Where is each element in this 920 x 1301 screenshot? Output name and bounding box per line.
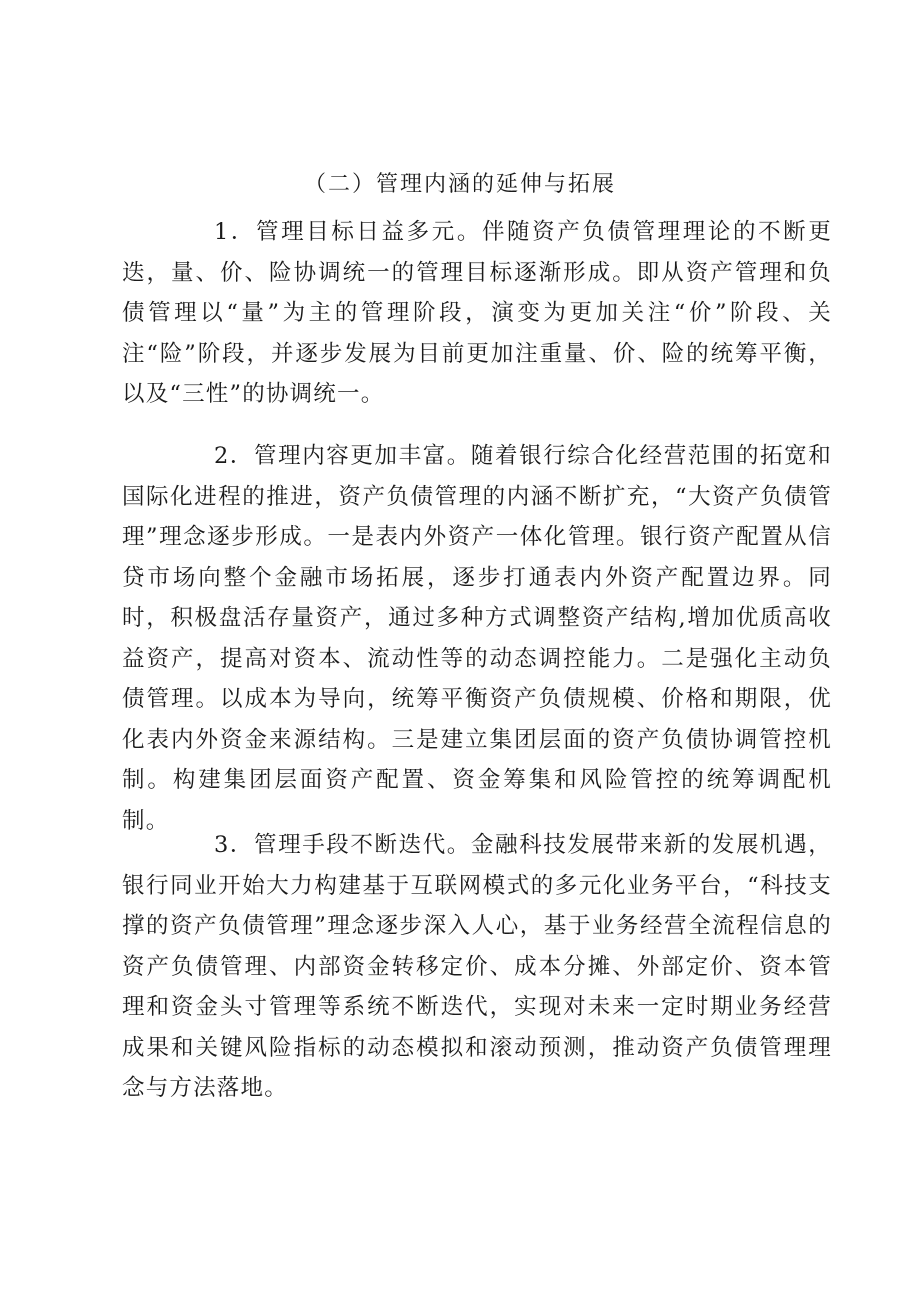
section-heading: （二）管理内涵的延伸与拓展	[303, 172, 616, 197]
paragraph-management-content: 2．管理内容更加丰富。随着银行综合化经营范围的拓宽和国际化进程的推进，资产负债管理的内涵不断扩充，“大资产负债管理”理念逐步形成。一是表内外资产一体化管理。银行资产配置从信贷市场向整个金融市场拓展，逐步打通表内外资产配置边界。同时，积极盘活存量资产，通过多种方式调整资产结构,增加优质高收益资产，提高对资本、流动性等的动态调控能力。二是强化主动负债管理。以成本为导向，统筹平衡资产负债规模、价格和期限，优化表内外资金来源结构。三是建立集团层面的资产负债协调管控机制。构建集团层面资产配置、资金筹集和风险管控的统筹调配机制。	[122, 443, 832, 834]
paragraph-management-goals: 1．管理目标日益多元。伴随资产负债管理理论的不断更迭，量、价、险协调统一的管理目标逐渐形成。即从资产管理和负债管理以“量”为主的管理阶段，演变为更加关注“价”阶段、关注“险”阶段，并逐步发展为目前更加注重量、价、险的统筹平衡，以及“三性”的协调统一。	[122, 219, 832, 407]
paragraph-management-means: 3．管理手段不断迭代。金融科技发展带来新的发展机遇，银行同业开始大力构建基于互联网模式的多元化业务平台，“科技支撑的资产负债管理”理念逐步深入人心，基于业务经营全流程信息的资产负债管理、内部资金转移定价、成本分摊、外部定价、资本管理和资金头寸管理等系统不断迭代，实现对未来一定时期业务经营成果和关键风险指标的动态模拟和滚动预测，推动资产负债管理理念与方法落地。	[122, 832, 832, 1101]
